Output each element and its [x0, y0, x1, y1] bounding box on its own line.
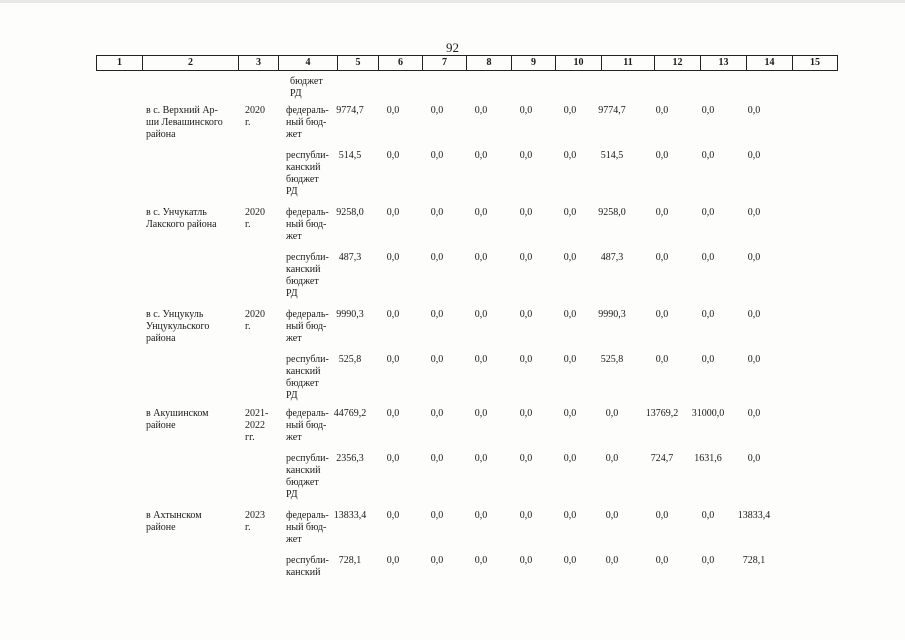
value-cell: 0,0 — [519, 207, 533, 218]
value-cell: 0,0 — [701, 309, 715, 320]
value-cell: 0,0 — [519, 453, 533, 464]
value-cell: 0,0 — [430, 105, 444, 116]
value-cell: 0,0 — [519, 408, 533, 419]
value-cell: 0,0 — [474, 453, 488, 464]
value-cell: 0,0 — [474, 510, 488, 521]
value-cell: 0,0 — [655, 309, 669, 320]
value-cell: 0,0 — [386, 408, 400, 419]
value-cell: 13833,4 — [737, 510, 771, 521]
value-cell: 0,0 — [747, 150, 761, 161]
header-col-5: 5 — [337, 56, 378, 70]
value-cell: 0,0 — [655, 555, 669, 566]
value-cell: 0,0 — [386, 150, 400, 161]
value-cell: 0,0 — [563, 309, 577, 320]
value-cell: 9774,7 — [598, 105, 626, 116]
row-name: в с. Унцукуль Унцукульского района — [146, 309, 210, 344]
value-cell: 0,0 — [605, 510, 619, 521]
value-cell: 0,0 — [430, 150, 444, 161]
row-budget-source: республи- канский — [286, 555, 329, 578]
value-cell: 0,0 — [655, 252, 669, 263]
row-budget-source: федераль- ный бюд- жет — [286, 408, 329, 443]
header-col-14: 14 — [746, 56, 792, 70]
value-cell: 0,0 — [430, 207, 444, 218]
value-cell: 0,0 — [430, 309, 444, 320]
header-col-9: 9 — [511, 56, 555, 70]
value-cell: 0,0 — [386, 207, 400, 218]
value-cell: 0,0 — [519, 309, 533, 320]
row-period: 2020 г. — [245, 105, 265, 128]
value-cell: 0,0 — [563, 105, 577, 116]
value-cell: 13769,2 — [645, 408, 679, 419]
page-number: 92 — [446, 40, 459, 55]
header-col-7: 7 — [422, 56, 466, 70]
row-name: в Ахтынском районе — [146, 510, 202, 533]
value-cell: 728,1 — [742, 555, 766, 566]
value-cell: 13833,4 — [333, 510, 367, 521]
row-budget-source: федераль- ный бюд- жет — [286, 510, 329, 545]
value-cell: 0,0 — [474, 252, 488, 263]
value-cell: 728,1 — [338, 555, 362, 566]
header-col-6: 6 — [378, 56, 422, 70]
value-cell: 0,0 — [563, 207, 577, 218]
value-cell: 724,7 — [650, 453, 674, 464]
row-budget-source: республи- канский бюджет РД — [286, 150, 329, 197]
value-cell: 514,5 — [600, 150, 624, 161]
scan-edge — [0, 0, 905, 3]
value-cell: 0,0 — [655, 105, 669, 116]
value-cell: 9258,0 — [598, 207, 626, 218]
value-cell: 0,0 — [747, 354, 761, 365]
value-cell: 1631,6 — [694, 453, 722, 464]
value-cell: 0,0 — [474, 150, 488, 161]
value-cell: 0,0 — [605, 453, 619, 464]
value-cell: 0,0 — [430, 453, 444, 464]
value-cell: 0,0 — [655, 354, 669, 365]
value-cell: 0,0 — [563, 555, 577, 566]
value-cell: 44769,2 — [333, 408, 367, 419]
value-cell: 0,0 — [474, 555, 488, 566]
value-cell: 0,0 — [430, 555, 444, 566]
value-cell: 0,0 — [747, 105, 761, 116]
source-fragment: бюджет РД — [290, 76, 323, 99]
value-cell: 487,3 — [338, 252, 362, 263]
value-cell: 0,0 — [430, 252, 444, 263]
value-cell: 0,0 — [701, 207, 715, 218]
header-col-12: 12 — [654, 56, 700, 70]
header-col-4: 4 — [278, 56, 337, 70]
header-col-1: 1 — [96, 56, 142, 70]
value-cell: 0,0 — [563, 354, 577, 365]
value-cell: 525,8 — [600, 354, 624, 365]
value-cell: 0,0 — [655, 150, 669, 161]
header-col-13: 13 — [700, 56, 746, 70]
value-cell: 0,0 — [747, 252, 761, 263]
value-cell: 0,0 — [701, 555, 715, 566]
value-cell: 0,0 — [747, 408, 761, 419]
value-cell: 0,0 — [701, 150, 715, 161]
value-cell: 0,0 — [474, 105, 488, 116]
value-cell: 0,0 — [701, 105, 715, 116]
value-cell: 487,3 — [600, 252, 624, 263]
value-cell: 0,0 — [430, 408, 444, 419]
header-col-8: 8 — [466, 56, 511, 70]
value-cell: 0,0 — [519, 555, 533, 566]
value-cell: 0,0 — [563, 510, 577, 521]
row-period: 2020 г. — [245, 309, 265, 332]
value-cell: 0,0 — [430, 354, 444, 365]
value-cell: 525,8 — [338, 354, 362, 365]
header-col-11: 11 — [601, 56, 654, 70]
value-cell: 0,0 — [386, 510, 400, 521]
value-cell: 31000,0 — [691, 408, 725, 419]
value-cell: 0,0 — [386, 354, 400, 365]
row-budget-source: федераль- ный бюд- жет — [286, 105, 329, 140]
value-cell: 9990,3 — [336, 309, 364, 320]
value-cell: 0,0 — [563, 453, 577, 464]
value-cell: 0,0 — [655, 207, 669, 218]
value-cell: 0,0 — [519, 354, 533, 365]
row-name: в с. Унчукатль Лакского района — [146, 207, 217, 230]
value-cell: 9258,0 — [336, 207, 364, 218]
row-period: 2023 г. — [245, 510, 265, 533]
value-cell: 0,0 — [701, 252, 715, 263]
value-cell: 0,0 — [655, 510, 669, 521]
value-cell: 0,0 — [563, 408, 577, 419]
value-cell: 0,0 — [474, 207, 488, 218]
value-cell: 0,0 — [701, 510, 715, 521]
value-cell: 0,0 — [747, 309, 761, 320]
value-cell: 0,0 — [605, 555, 619, 566]
value-cell: 0,0 — [519, 150, 533, 161]
table-header — [96, 55, 838, 71]
row-budget-source: федераль- ный бюд- жет — [286, 207, 329, 242]
row-budget-source: республи- канский бюджет РД — [286, 354, 329, 401]
value-cell: 514,5 — [338, 150, 362, 161]
row-name: в с. Верхний Ар- ши Левашинского района — [146, 105, 223, 140]
row-period: 2021- 2022 гг. — [245, 408, 269, 443]
value-cell: 0,0 — [519, 105, 533, 116]
value-cell: 0,0 — [605, 408, 619, 419]
header-col-3: 3 — [238, 56, 278, 70]
value-cell: 0,0 — [474, 309, 488, 320]
value-cell: 2356,3 — [336, 453, 364, 464]
value-cell: 0,0 — [747, 453, 761, 464]
value-cell: 0,0 — [519, 510, 533, 521]
value-cell: 9990,3 — [598, 309, 626, 320]
value-cell: 0,0 — [430, 510, 444, 521]
row-name: в Акушинском районе — [146, 408, 209, 431]
value-cell: 0,0 — [386, 252, 400, 263]
value-cell: 0,0 — [519, 252, 533, 263]
row-budget-source: республи- канский бюджет РД — [286, 453, 329, 500]
value-cell: 0,0 — [386, 555, 400, 566]
row-budget-source: федераль- ный бюд- жет — [286, 309, 329, 344]
value-cell: 0,0 — [701, 354, 715, 365]
header-col-15: 15 — [792, 56, 838, 70]
header-col-10: 10 — [555, 56, 601, 70]
value-cell: 0,0 — [386, 453, 400, 464]
row-budget-source: республи- канский бюджет РД — [286, 252, 329, 299]
value-cell: 0,0 — [563, 150, 577, 161]
value-cell: 0,0 — [474, 354, 488, 365]
value-cell: 0,0 — [563, 252, 577, 263]
value-cell: 0,0 — [386, 105, 400, 116]
value-cell: 0,0 — [747, 207, 761, 218]
value-cell: 9774,7 — [336, 105, 364, 116]
value-cell: 0,0 — [474, 408, 488, 419]
row-period: 2020 г. — [245, 207, 265, 230]
value-cell: 0,0 — [386, 309, 400, 320]
header-col-2: 2 — [142, 56, 238, 70]
